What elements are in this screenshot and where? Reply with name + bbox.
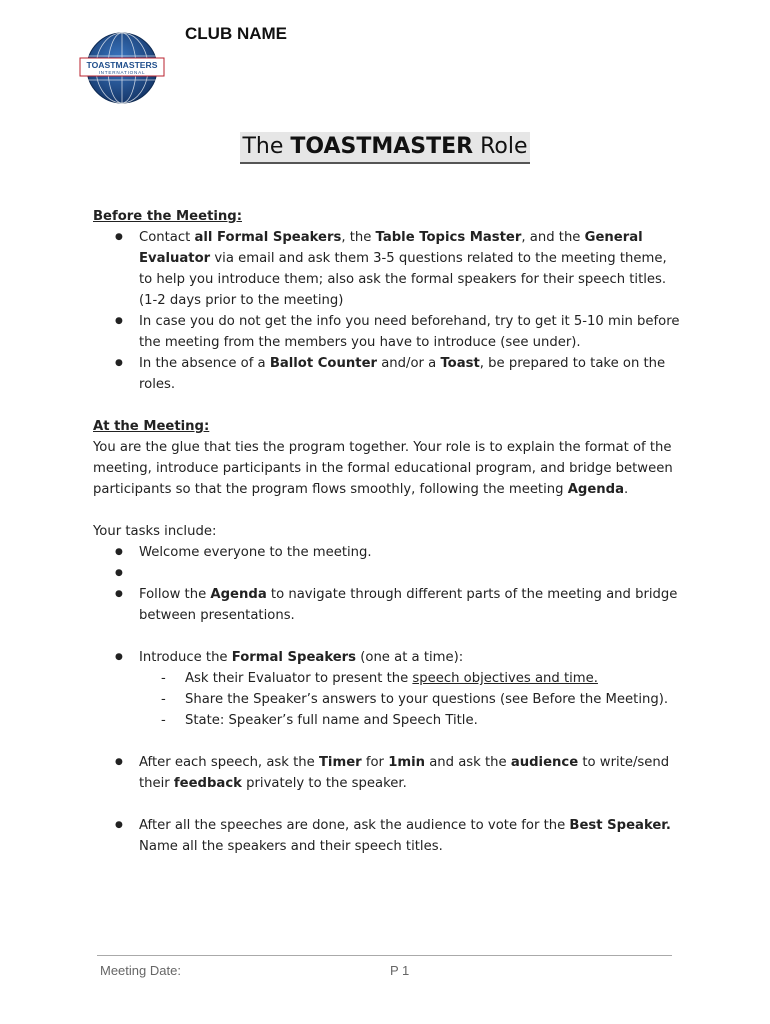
footer-meeting-date: Meeting Date: [100, 963, 181, 978]
tasks-list-3 [93, 647, 683, 731]
sub-list-item: - Ask their Evaluator to present the speech objectives and time. [185, 668, 683, 689]
logo-text-main: TOASTMASTERS [86, 60, 158, 70]
tasks-list-4 [93, 752, 683, 794]
club-name: CLUB NAME [185, 24, 287, 43]
list-item: ● Welcome everyone to the meeting. [139, 542, 683, 563]
page-title: The TOASTMASTER Role [0, 132, 770, 164]
list-item: ● After each speech, ask the Timer for 1min and ask the audience to write/send their feedback privately to the speaker. [139, 752, 683, 794]
list-item: ● In case you do not get the info you need beforehand, try to get it 5-10 min before the meeting from the members you have to introduce (see under). [139, 311, 683, 353]
list-item: ● Contact all Formal Speakers, the Table Topics Master, and the General Evaluator via email and ask them 3-5 questions related to the meeting theme, to help you introduce them; also ask the formal speakers for their speech titles. (1-2 days prior to the meeting) [139, 227, 683, 311]
footer-divider [97, 955, 672, 956]
list-item: ● Follow the Agenda to navigate through different parts of the meeting and bridge between presentations. [139, 584, 683, 626]
footer-page-number: P 1 [390, 963, 410, 978]
tasks-list [93, 542, 683, 584]
sub-list-item: - State: Speaker’s full name and Speech Title. [185, 710, 683, 731]
tasks-list-2 [93, 584, 683, 626]
list-item: ● Introduce the Formal Speakers (one at a time): - Ask their Evaluator to present the speech objectives and time. - Share the Speaker’s answers to your questions (see Before the Meeting). - State: Speaker’s full name and Speech Title. [139, 647, 683, 731]
before-meeting-heading: Before the Meeting: [93, 209, 242, 224]
tasks-list-5 [93, 815, 683, 857]
toastmasters-logo [78, 30, 166, 106]
tasks-intro: Your tasks include: [93, 524, 217, 539]
list-item: ● In the absence of a Ballot Counter and/or a Toast, be prepared to take on the roles. [139, 353, 683, 395]
list-item: ● After all the speeches are done, ask the audience to vote for the Best Speaker. Name all the speakers and their speech titles. [139, 815, 683, 857]
logo-text-sub: INTERNATIONAL [98, 70, 146, 75]
document-body [93, 206, 683, 857]
sub-list [139, 668, 683, 731]
role-description: You are the glue that ties the program together. Your role is to explain the format of the meeting, introduce participants in the formal educational program, and bridge between participants so that the program flows smoothly, following the meeting Agenda. [93, 440, 673, 497]
at-meeting-heading: At the Meeting: [93, 419, 210, 434]
sub-list-item: - Share the Speaker’s answers to your questions (see Before the Meeting). [185, 689, 683, 710]
before-meeting-list [93, 227, 683, 395]
